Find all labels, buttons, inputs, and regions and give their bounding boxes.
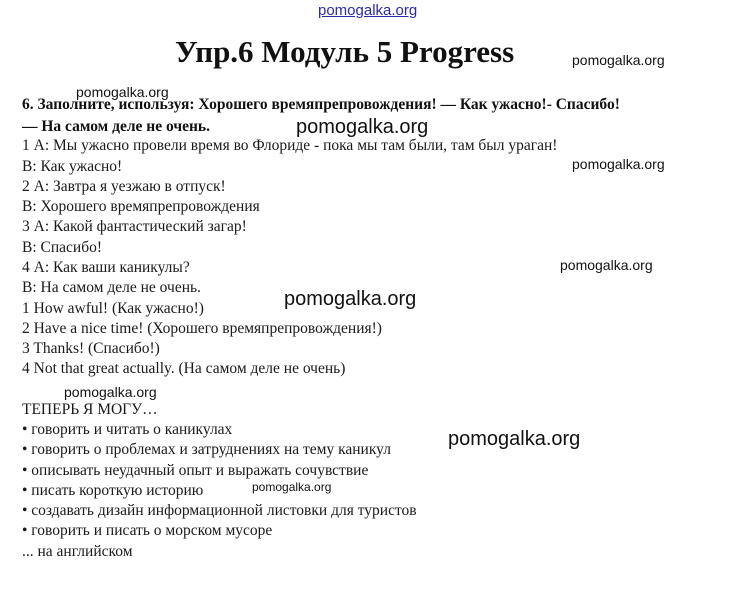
dialogue-line: 4 А: Как ваши каникулы? — [22, 259, 190, 276]
watermark: pomogalka.org — [572, 52, 665, 68]
dialogue-line: В: На самом деле не очень. — [22, 279, 201, 296]
watermark: pomogalka.org — [64, 384, 157, 400]
watermark-link[interactable]: pomogalka.org — [318, 2, 418, 19]
answer-line: 1 How awful! (Как ужасно!) — [22, 300, 204, 317]
dialogue-line: 2 А: Завтра я уезжаю в отпуск! — [22, 178, 226, 195]
watermark: pomogalka.org — [252, 480, 332, 494]
watermark: pomogalka.org — [572, 156, 665, 172]
section-heading: ТЕПЕРЬ Я МОГУ… — [22, 401, 158, 418]
page-title: Упр.6 Модуль 5 Progress — [175, 34, 515, 69]
list-item: • писать короткую историю — [22, 482, 204, 499]
dialogue-line: В: Хорошего времяпрепровождения — [22, 198, 260, 215]
task-instruction-line-2: — На самом деле не очень. — [22, 118, 210, 135]
dialogue-line: 3 А: Какой фантастический загар! — [22, 218, 247, 235]
answer-line: 2 Have a nice time! (Хорошего времяпрепровождения!) — [22, 320, 382, 337]
list-item: • говорить о проблемах и затруднениях на тему каникул — [22, 441, 391, 458]
list-item: • описывать неудачный опыт и выражать сочувствие — [22, 462, 369, 479]
dialogue-line: В: Спасибо! — [22, 239, 103, 256]
list-item: ... на английском — [22, 543, 133, 560]
dialogue-line: 1 А: Мы ужасно провели время во Флориде - пока мы там были, там был ураган! — [22, 137, 558, 154]
task-instruction-line-1: 6. Заполните, используя: Хорошего времяпрепровождения! — Как ужасно!- Спасибо! — [22, 96, 620, 113]
dialogue-line: В: Как ужасно! — [22, 158, 123, 175]
watermark: pomogalka.org — [296, 116, 429, 138]
watermark: pomogalka.org — [284, 288, 417, 310]
list-item: • создавать дизайн информационной листовки для туристов — [22, 502, 417, 519]
watermark: pomogalka.org — [560, 257, 653, 273]
watermark: pomogalka.org — [76, 84, 169, 100]
watermark: pomogalka.org — [448, 428, 581, 450]
list-item: • говорить и читать о каникулах — [22, 421, 233, 438]
answer-line: 3 Thanks! (Спасибо!) — [22, 340, 160, 357]
answer-line: 4 Not that great actually. (На самом деле не очень) — [22, 360, 346, 377]
list-item: • говорить и писать о морском мусоре — [22, 522, 273, 539]
